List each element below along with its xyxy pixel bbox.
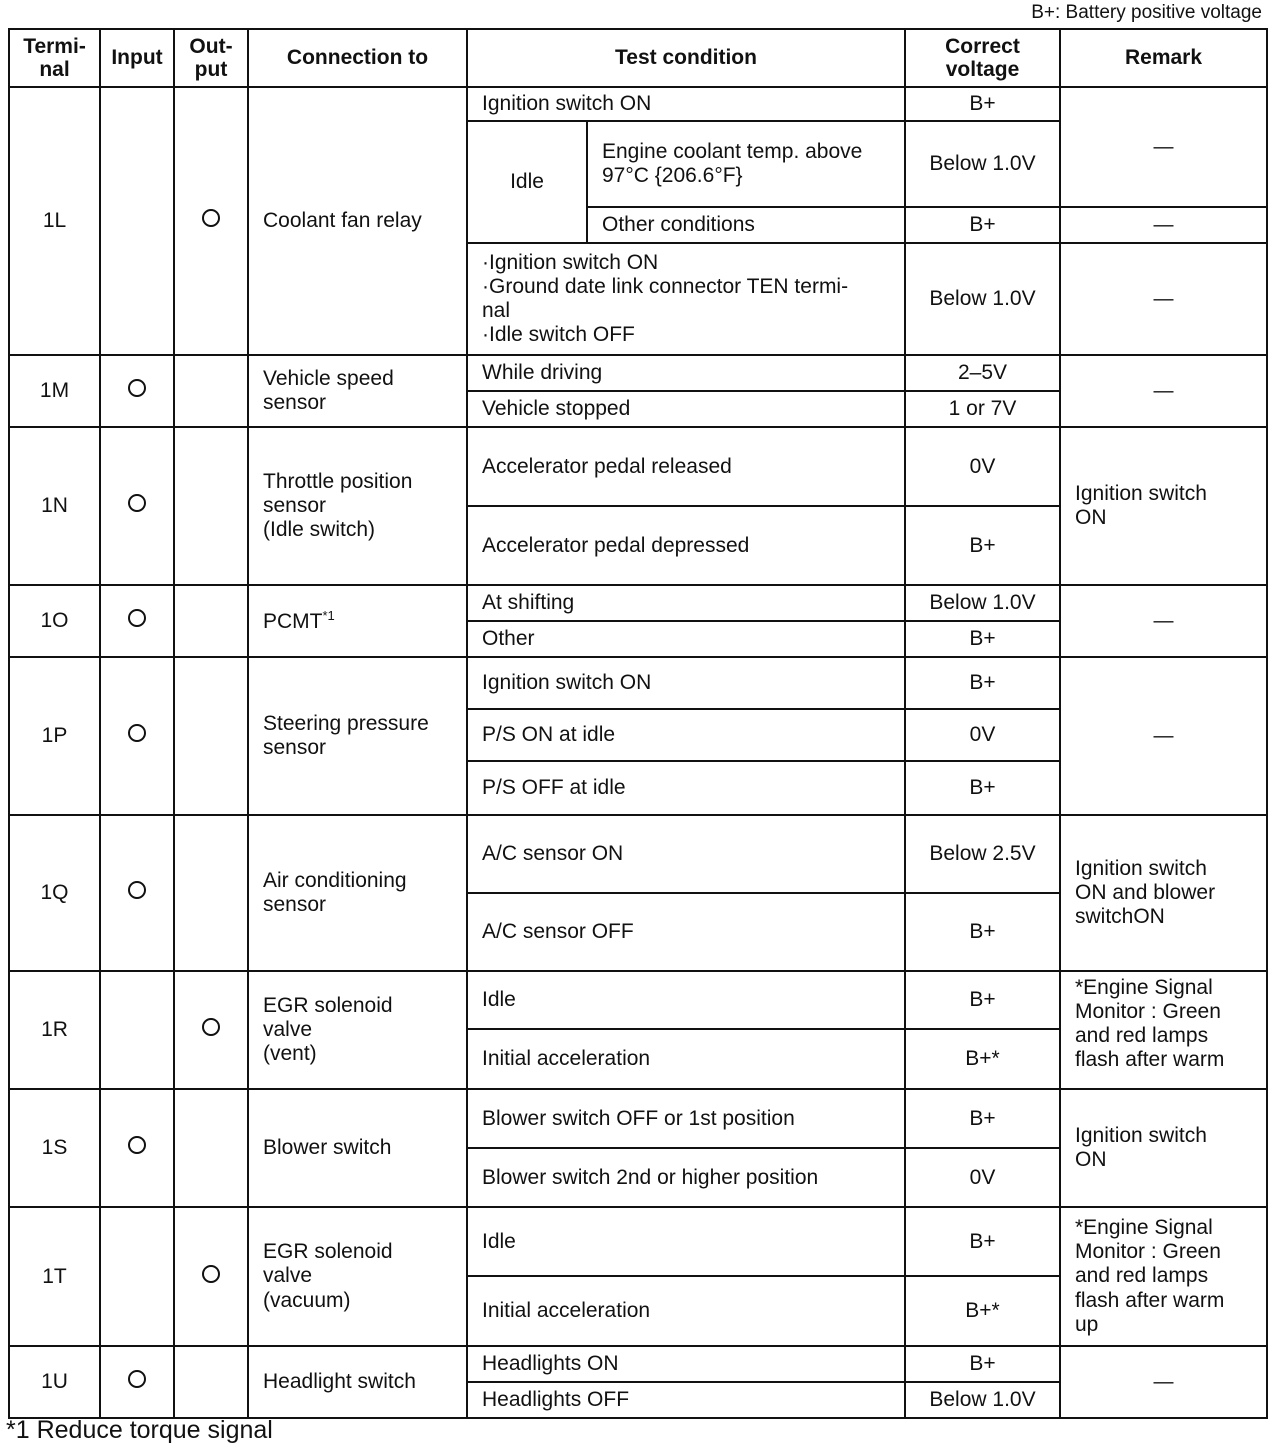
input-mark-icon [128,609,146,627]
input-cell [100,657,174,815]
condition-cell: Blower switch OFF or 1st position [467,1089,905,1148]
remark-cell: *Engine Signal Monitor : Green and red lamps flash after warm [1060,971,1267,1089]
output-mark-icon [202,1265,220,1283]
connection-cell: Throttle position sensor (Idle switch) [248,427,467,585]
connection-label: PCMT [263,610,323,633]
condition-cell: Initial acceleration [467,1276,905,1346]
input-cell [100,815,174,971]
condition-cell: P/S ON at idle [467,709,905,761]
footnote: *1 Reduce torque signal [6,1416,273,1444]
voltage-cell: B+ [905,1346,1060,1382]
terminal-cell: 1M [9,355,100,427]
connection-cell: Coolant fan relay [248,87,467,355]
voltage-cell: 0V [905,427,1060,506]
battery-voltage-note: B+: Battery positive voltage [1031,2,1262,23]
voltage-header: Correct voltage [905,29,1060,87]
voltage-cell: 0V [905,709,1060,761]
table-row [9,1346,1267,1382]
output-cell [174,87,248,355]
connection-cell: EGR solenoid valve (vacuum) [248,1207,467,1346]
condition-cell: Ignition switch ON [467,87,905,121]
output-cell [174,1089,248,1207]
voltage-cell: Below 2.5V [905,815,1060,893]
output-cell [174,657,248,815]
table-row [9,585,1267,621]
terminal-cell: 1R [9,971,100,1089]
input-mark-icon [128,1370,146,1388]
condition-cell: ·Ignition switch ON ·Ground date link connector TEN termi- nal ·Idle switch OFF [467,243,905,355]
remark-cell: — [1060,207,1267,243]
input-mark-icon [128,379,146,397]
connection-cell [248,585,467,657]
voltage-cell: Below 1.0V [905,1382,1060,1418]
condition-cell: Idle [467,971,905,1029]
remark-header: Remark [1060,29,1267,87]
condition-cell: A/C sensor ON [467,815,905,893]
input-mark-icon [128,494,146,512]
input-cell [100,971,174,1089]
voltage-cell: B+* [905,1276,1060,1346]
input-cell [100,427,174,585]
voltage-cell: B+ [905,87,1060,121]
voltage-cell: Below 1.0V [905,585,1060,621]
voltage-cell: B+* [905,1029,1060,1089]
condition-cell: Headlights OFF [467,1382,905,1418]
input-cell [100,87,174,355]
voltage-cell: B+ [905,621,1060,657]
terminal-cell: 1S [9,1089,100,1207]
voltage-cell: B+ [905,657,1060,709]
condition-cell: P/S OFF at idle [467,761,905,815]
footnote-marker: *1 [322,608,335,623]
output-header: Out- put [174,29,248,87]
header-row [9,29,1267,87]
input-cell [100,1089,174,1207]
remark-cell: Ignition switch ON [1060,427,1267,585]
table-row [9,87,1267,121]
output-mark-icon [202,209,220,227]
voltage-cell: B+ [905,761,1060,815]
condition-cell: Idle [467,1207,905,1276]
output-cell [174,427,248,585]
output-mark-icon [202,1018,220,1036]
output-cell [174,1346,248,1418]
condition-cell: Blower switch 2nd or higher position [467,1148,905,1207]
remark-cell: — [1060,355,1267,427]
table-row [9,1207,1267,1276]
terminal-cell: 1P [9,657,100,815]
table-row [9,355,1267,391]
voltage-cell: B+ [905,506,1060,585]
input-mark-icon [128,1136,146,1154]
voltage-cell: B+ [905,1207,1060,1276]
table-row [9,657,1267,709]
voltage-cell: B+ [905,971,1060,1029]
connection-cell: Steering pressure sensor [248,657,467,815]
connection-cell: Air conditioning sensor [248,815,467,971]
voltage-cell: 0V [905,1148,1060,1207]
remark-cell: *Engine Signal Monitor : Green and red lamps flash after warm up [1060,1207,1267,1346]
condition-cell: Engine coolant temp. above 97°C {206.6°F} [587,121,905,207]
output-cell [174,815,248,971]
condition-cell: Headlights ON [467,1346,905,1382]
remark-cell: — [1060,585,1267,657]
voltage-cell: B+ [905,1089,1060,1148]
remark-cell: Ignition switch ON [1060,1089,1267,1207]
connection-header: Connection to [248,29,467,87]
condition-cell: At shifting [467,585,905,621]
table-row [9,1089,1267,1148]
remark-cell: — [1060,1346,1267,1418]
terminal-cell: 1Q [9,815,100,971]
voltage-cell: 2–5V [905,355,1060,391]
remark-cell: — [1060,87,1267,207]
remark-cell: — [1060,243,1267,355]
connection-cell: Blower switch [248,1089,467,1207]
terminal-cell: 1T [9,1207,100,1346]
condition-cell: Other [467,621,905,657]
condition-cell: Accelerator pedal released [467,427,905,506]
idle-cell: Idle [467,121,587,243]
terminal-header: Termi- nal [9,29,100,87]
input-cell [100,1207,174,1346]
condition-cell: Initial acceleration [467,1029,905,1089]
terminal-cell: 1L [9,87,100,355]
output-cell [174,355,248,427]
voltage-cell: 1 or 7V [905,391,1060,427]
voltage-cell: B+ [905,207,1060,243]
condition-cell: Vehicle stopped [467,391,905,427]
table-row [9,971,1267,1029]
condition-cell: While driving [467,355,905,391]
input-cell [100,585,174,657]
input-cell [100,355,174,427]
input-mark-icon [128,724,146,742]
input-header: Input [100,29,174,87]
terminal-cell: 1O [9,585,100,657]
output-cell [174,1207,248,1346]
output-cell [174,971,248,1089]
condition-cell: Other conditions [587,207,905,243]
condition-cell: A/C sensor OFF [467,893,905,971]
connection-cell: Vehicle speed sensor [248,355,467,427]
connection-cell: EGR solenoid valve (vent) [248,971,467,1089]
input-cell [100,1346,174,1418]
terminal-voltage-table [8,28,1268,1419]
condition-cell: Ignition switch ON [467,657,905,709]
test-condition-header: Test condition [467,29,905,87]
output-cell [174,585,248,657]
table-row [9,815,1267,893]
voltage-cell: B+ [905,893,1060,971]
voltage-cell: Below 1.0V [905,243,1060,355]
remark-cell: Ignition switch ON and blower switchON [1060,815,1267,971]
voltage-cell: Below 1.0V [905,121,1060,207]
connection-cell: Headlight switch [248,1346,467,1418]
terminal-cell: 1N [9,427,100,585]
terminal-cell: 1U [9,1346,100,1418]
table-row [9,427,1267,506]
input-mark-icon [128,881,146,899]
condition-cell: Accelerator pedal depressed [467,506,905,585]
remark-cell: — [1060,657,1267,815]
